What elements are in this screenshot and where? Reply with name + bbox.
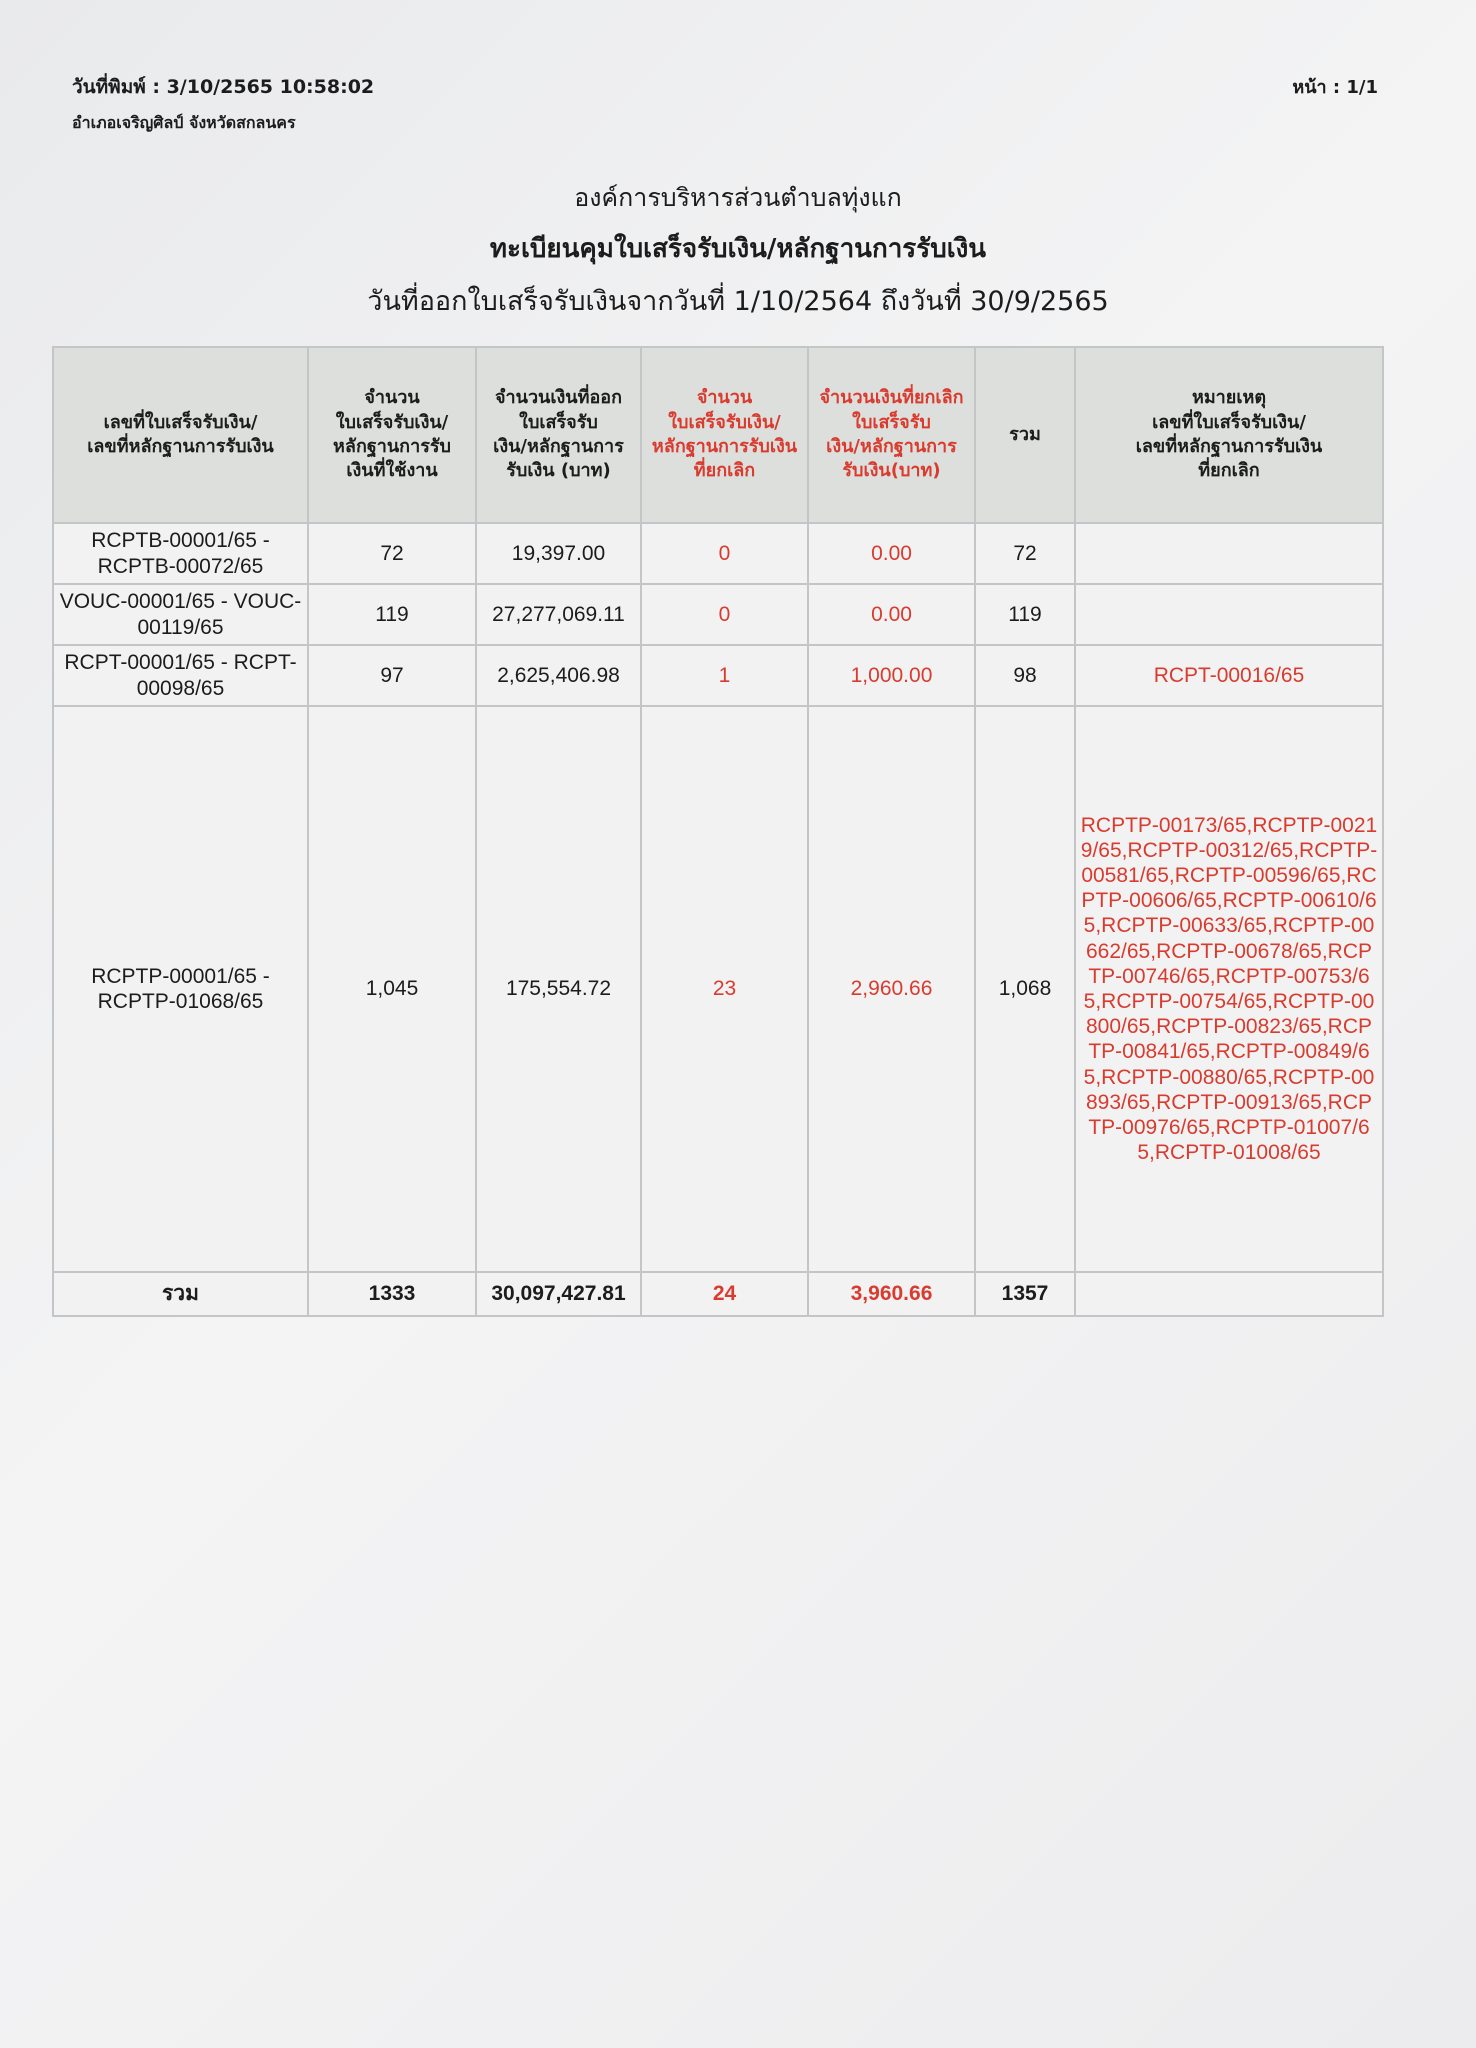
cancelled-count: 1 [641,645,808,706]
header-notes: หมายเหตุ เลขที่ใบเสร็จรับเงิน/ เลขที่หลักฐานการรับเงิน ที่ยกเลิก [1075,347,1383,523]
total-issued-amount: 30,097,427.81 [476,1272,641,1316]
cancelled-amount: 2,960.66 [808,706,975,1272]
total-notes [1075,1272,1383,1316]
used-count: 119 [308,584,476,645]
header-used-count: จำนวน ใบเสร็จรับเงิน/ หลักฐานการรับ เงินที่ใช้งาน [308,347,476,523]
report-titles [0,178,1476,322]
receipt-range: VOUC-00001/65 - VOUC-00119/65 [53,584,308,645]
issued-amount: 19,397.00 [476,523,641,584]
row-total: 98 [975,645,1075,706]
issued-amount: 2,625,406.98 [476,645,641,706]
table-row [53,706,1383,1272]
organization-title: องค์การบริหารส่วนตำบลทุ่งแก [574,183,902,212]
cancelled-notes: RCPT-00016/65 [1075,645,1383,706]
cancelled-notes: RCPTP-00173/65,RCPTP-00219/65,RCPTP-00312/65,RCPTP-00581/65,RCPTP-00596/65,RCPTP-00606/65,RCPTP-00610/65,RCPTP-00633/65,RCPTP-00662/65,RCPTP-00678/65,RCPTP-00746/65,RCPTP-00753/65,RCPTP-00754/65,RCPTP-00800/65,RCPTP-00823/65,RCPTP-00841/65,RCPTP-00849/65,RCPTP-00880/65,RCPTP-00893/65,RCPTP-00913/65,RCPTP-00976/65,RCPTP-01007/65,RCPTP-01008/65 [1075,706,1383,1272]
grand-total: 1357 [975,1272,1075,1316]
report-period: วันที่ออกใบเสร็จรับเงินจากวันที่ 1/10/2564 ถึงวันที่ 30/9/2565 [367,286,1109,317]
cancelled-amount: 1,000.00 [808,645,975,706]
row-total: 72 [975,523,1075,584]
cancelled-amount: 0.00 [808,523,975,584]
receipt-range: RCPTP-00001/65 - RCPTP-01068/65 [53,706,308,1272]
row-total: 119 [975,584,1075,645]
header-issued-amount: จำนวนเงินที่ออก ใบเสร็จรับ เงิน/หลักฐานการ รับเงิน (บาท) [476,347,641,523]
header-receipt-number: เลขที่ใบเสร็จรับเงิน/ เลขที่หลักฐานการรับเงิน [53,347,308,523]
receipt-register-table [52,346,1384,1317]
table-row [53,584,1383,645]
table-row [53,645,1383,706]
total-label: รวม [53,1272,308,1316]
issued-amount: 27,277,069.11 [476,584,641,645]
used-count: 97 [308,645,476,706]
issued-amount: 175,554.72 [476,706,641,1272]
header-total: รวม [975,347,1075,523]
cancelled-count: 23 [641,706,808,1272]
print-date: วันที่พิมพ์ : 3/10/2565 10:58:02 [72,76,375,98]
page-number: หน้า : 1/1 [1292,77,1378,98]
header-cancelled-amount: จำนวนเงินที่ยกเลิก ใบเสร็จรับ เงิน/หลักฐานการ รับเงิน(บาท) [808,347,975,523]
header-cancelled-count: จำนวน ใบเสร็จรับเงิน/ หลักฐานการรับเงิน ที่ยกเลิก [641,347,808,523]
district-name: อำเภอเจริญศิลป์ จังหวัดสกลนคร [72,113,296,132]
total-cancelled-count: 24 [641,1272,808,1316]
row-total: 1,068 [975,706,1075,1272]
used-count: 72 [308,523,476,584]
report-title: ทะเบียนคุมใบเสร็จรับเงิน/หลักฐานการรับเงิน [489,234,987,264]
table-header-row [53,347,1383,523]
cancelled-notes [1075,584,1383,645]
total-used-count: 1333 [308,1272,476,1316]
total-row [53,1272,1383,1316]
cancelled-amount: 0.00 [808,584,975,645]
table-row [53,523,1383,584]
receipt-range: RCPT-00001/65 - RCPT-00098/65 [53,645,308,706]
total-cancelled-amount: 3,960.66 [808,1272,975,1316]
cancelled-count: 0 [641,584,808,645]
receipt-range: RCPTB-00001/65 - RCPTB-00072/65 [53,523,308,584]
cancelled-count: 0 [641,523,808,584]
cancelled-notes [1075,523,1383,584]
used-count: 1,045 [308,706,476,1272]
